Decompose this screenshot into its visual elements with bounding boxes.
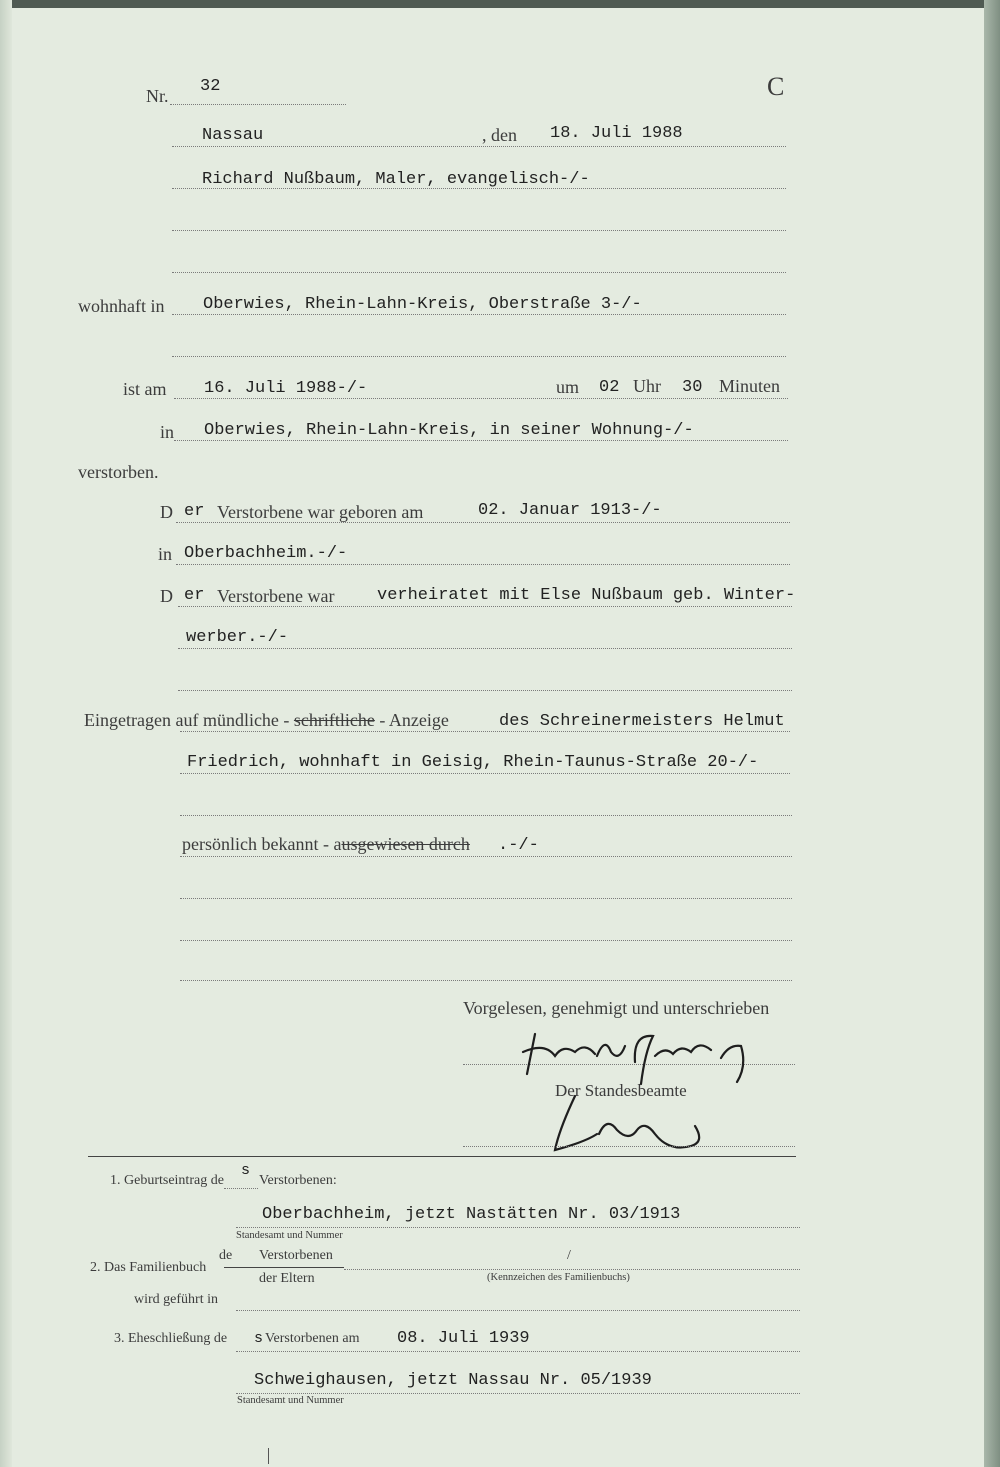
item3-mid: Verstorbenen am bbox=[265, 1331, 360, 1346]
nr-line bbox=[170, 104, 346, 105]
birth-date-value: 02. Januar 1913-/- bbox=[478, 501, 662, 520]
blank-line bbox=[178, 690, 792, 691]
registration-value-line1: des Schreinermeisters Helmut bbox=[499, 712, 785, 731]
struck-text: usgewiesen durch bbox=[341, 834, 470, 854]
death-place-label: in bbox=[160, 422, 175, 442]
minutes-value: 30 bbox=[682, 378, 703, 397]
birth-er: er bbox=[184, 502, 205, 521]
item2-fuehrt: wird geführt in bbox=[134, 1292, 218, 1307]
marital-er: er bbox=[184, 586, 205, 605]
registrar-label: Der Standesbeamte bbox=[555, 1081, 687, 1100]
read-text: Vorgelesen, genehmigt und unterschrieben bbox=[463, 998, 770, 1018]
registration-value-line2: Friedrich, wohnhaft in Geisig, Rhein-Taunus-Straße 20-/- bbox=[187, 753, 759, 772]
item2-kennz: (Kennzeichen des Familienbuchs) bbox=[487, 1272, 630, 1283]
identity-label: persönlich bekannt - ausgewiesen durch bbox=[182, 834, 470, 854]
den-label: , den bbox=[482, 125, 517, 145]
blank-line bbox=[180, 940, 792, 941]
residence-label: wohnhaft in bbox=[78, 296, 165, 316]
um-label: um bbox=[556, 377, 580, 397]
item2-de: de bbox=[219, 1248, 233, 1263]
margin-mark bbox=[268, 1448, 269, 1464]
birth-prefix: D bbox=[160, 502, 173, 522]
document-page bbox=[12, 8, 984, 1467]
section-divider bbox=[88, 1156, 796, 1157]
item1-caption: Standesamt und Nummer bbox=[236, 1230, 343, 1241]
minuten-label: Minuten bbox=[719, 376, 780, 396]
place-value: Nassau bbox=[202, 126, 264, 145]
registration-line bbox=[180, 731, 790, 732]
item3-line bbox=[236, 1351, 800, 1352]
residence-line bbox=[172, 314, 786, 315]
blank-line bbox=[172, 272, 786, 273]
signature-2 bbox=[545, 1090, 715, 1160]
hour-value: 02 bbox=[599, 378, 620, 397]
item2-eltern: der Eltern bbox=[259, 1271, 315, 1286]
death-date-line bbox=[174, 398, 788, 399]
item1-label: 1. Geburtseintrag de bbox=[110, 1173, 224, 1188]
death-date-value: 16. Juli 1988-/- bbox=[204, 379, 368, 398]
marital-value-line2: werber.-/- bbox=[186, 628, 289, 647]
item2-label: 2. Das Familienbuch bbox=[90, 1260, 207, 1275]
birth-label: Verstorbene war geboren am bbox=[217, 502, 424, 522]
identity-line bbox=[180, 856, 792, 857]
item1-end: Verstorbenen: bbox=[259, 1173, 337, 1188]
item3-label: 3. Eheschließung de bbox=[114, 1331, 228, 1346]
date-value: 18. Juli 1988 bbox=[550, 124, 683, 143]
death-place-line bbox=[174, 440, 788, 441]
nr-label: Nr. bbox=[146, 86, 169, 106]
blank-line bbox=[180, 898, 792, 899]
left-edge bbox=[0, 0, 12, 1467]
item1-line bbox=[236, 1227, 800, 1228]
marital-line bbox=[178, 606, 792, 607]
item2-line bbox=[344, 1269, 800, 1270]
identity-value: .-/- bbox=[498, 836, 539, 855]
struck-text: schriftliche bbox=[293, 710, 375, 730]
marital-line bbox=[178, 648, 792, 649]
nr-value: 32 bbox=[200, 77, 221, 96]
person-line-rule bbox=[172, 188, 786, 189]
item3-caption: Standesamt und Nummer bbox=[237, 1395, 344, 1406]
residence-value: Oberwies, Rhein-Lahn-Kreis, Oberstraße 3-/- bbox=[203, 295, 642, 314]
verstorben-label: verstorben. bbox=[78, 462, 159, 482]
registration-label: Eingetragen auf mündliche - schriftliche - Anzeige bbox=[84, 710, 449, 730]
blank-line bbox=[172, 230, 786, 231]
birth-place-line bbox=[176, 564, 790, 565]
item3-date: 08. Juli 1939 bbox=[397, 1329, 530, 1348]
item1-dots bbox=[224, 1188, 258, 1189]
form-letter: C bbox=[767, 72, 785, 101]
item3-value: Schweighausen, jetzt Nassau Nr. 05/1939 bbox=[254, 1371, 652, 1390]
item2-fuehrt-line bbox=[236, 1310, 800, 1311]
item2-slash: / bbox=[567, 1248, 571, 1263]
uhr-label: Uhr bbox=[633, 376, 661, 396]
registration-line bbox=[180, 773, 790, 774]
blank-line bbox=[172, 356, 786, 357]
marital-prefix: D bbox=[160, 586, 173, 606]
person-line: Richard Nußbaum, Maler, evangelisch-/- bbox=[202, 170, 590, 189]
birth-date-line bbox=[176, 522, 790, 523]
registrar-line bbox=[463, 1146, 795, 1147]
death-place-value: Oberwies, Rhein-Lahn-Kreis, in seiner Wohnung-/- bbox=[204, 421, 694, 440]
item1-value: Oberbachheim, jetzt Nastätten Nr. 03/1913 bbox=[262, 1205, 681, 1224]
item2-verst: Verstorbenen bbox=[259, 1248, 333, 1263]
place-date-line bbox=[172, 146, 786, 147]
birth-place-label: in bbox=[158, 544, 173, 564]
marital-value-line1: verheiratet mit Else Nußbaum geb. Winter- bbox=[377, 586, 796, 605]
blank-line bbox=[180, 815, 792, 816]
signature-1 bbox=[515, 1022, 765, 1086]
right-edge bbox=[984, 0, 1000, 1467]
item3-value-line bbox=[236, 1393, 800, 1394]
item3-s: s bbox=[254, 1330, 264, 1347]
death-date-label: ist am bbox=[123, 379, 167, 399]
item1-s: s bbox=[241, 1162, 251, 1179]
blank-line bbox=[180, 980, 792, 981]
marital-label: Verstorbene war bbox=[217, 586, 335, 606]
item2-fraction-line bbox=[224, 1267, 344, 1268]
birth-place-value: Oberbachheim.-/- bbox=[184, 544, 348, 563]
